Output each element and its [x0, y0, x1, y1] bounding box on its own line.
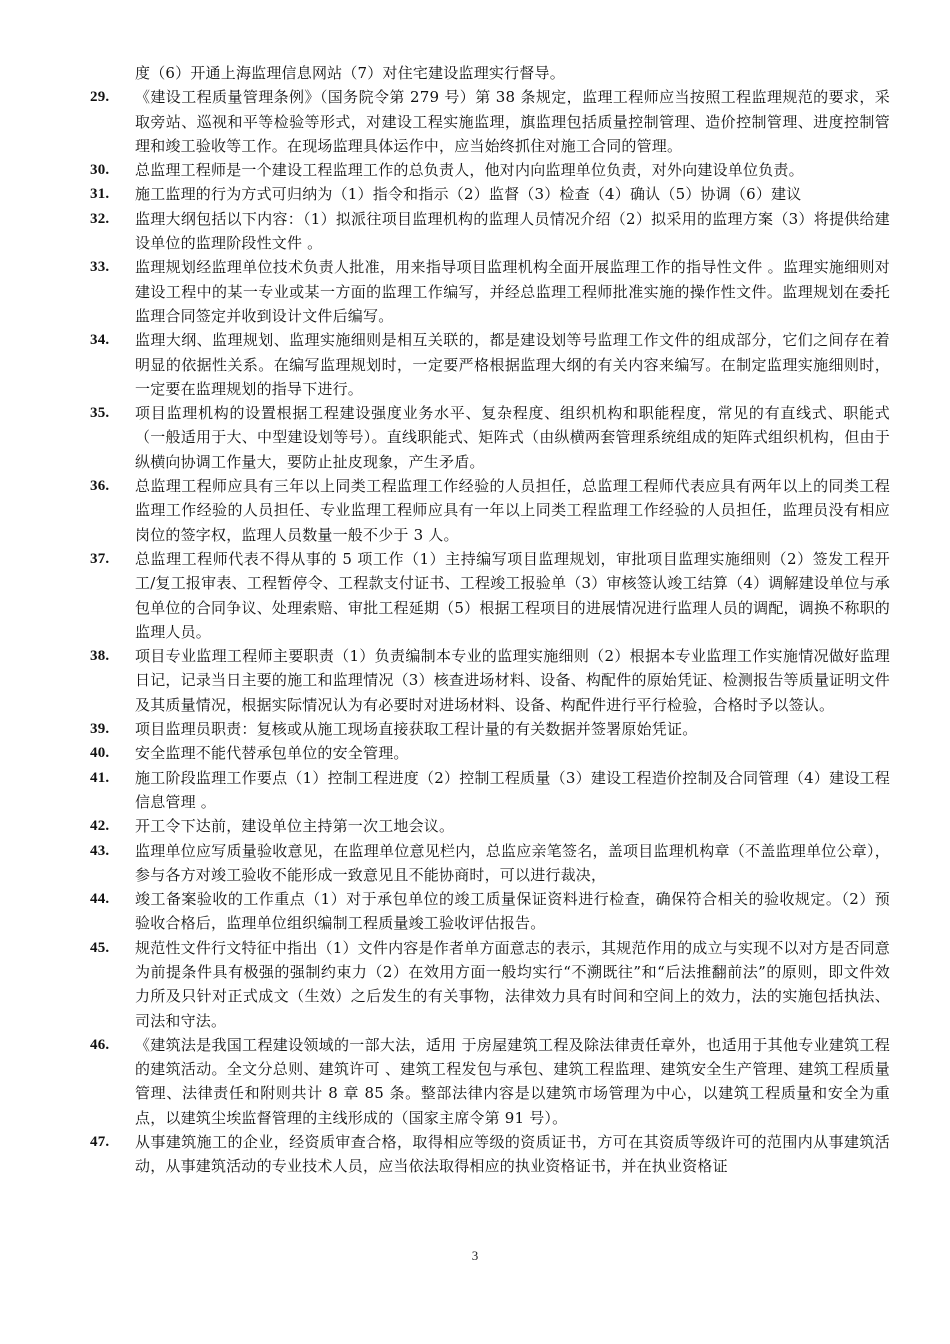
item-number: 37. — [90, 550, 110, 567]
item-text: 施工阶段监理工作要点（1）控制工程进度（2）控制工程质量（3）建设工程造价控制及合同管理（4）建设工程信息管理 。 — [135, 768, 890, 811]
item-text: 《建筑法是我国工程建设领域的一部大法，适用 于房屋建筑工程及除法律责任章外，也适用于其他专业建筑工程的建筑活动。全文分总则、建筑许可 、建筑工程发包与承包、建筑工程监理、建筑安全生产管理、建筑工程质量管理、法律责任和附则共计 8 章 85 条。整部法律内容是以建筑市场管理为中心，以建筑工程质量和安全为重点，以建筑尘埃监督管理的主线形成的（国家主席令第 91 号）。 — [135, 1035, 890, 1127]
list-item — [90, 644, 890, 717]
list-item — [90, 158, 890, 182]
item-number: 35. — [90, 405, 110, 422]
list-item — [90, 839, 890, 888]
list-item — [90, 741, 890, 765]
item-text: 开工令下达前，建设单位主持第一次工地会议。 — [135, 817, 455, 836]
item-text: 《建设工程质量管理条例》（国务院令第 279 号）第 38 条规定，监理工程师应当按照工程监理规范的要求，采取旁站、巡视和平等检验等形式，对建设工程实施监理，旗监理包括质量控制管理、造价控制管理、进度控制管理和竣工验收等工作。在现场监理具体运作中，应当始终抓住对施工合同的管理。 — [135, 88, 890, 155]
item-number: 38. — [90, 648, 110, 665]
list-item — [90, 1033, 890, 1130]
item-number: 39. — [90, 721, 110, 738]
numbered-list — [90, 85, 890, 1178]
item-number: 32. — [90, 210, 110, 227]
item-number: 42. — [90, 818, 110, 835]
item-number: 29. — [90, 89, 110, 106]
list-item — [90, 182, 890, 206]
item-text: 安全监理不能代替承包单位的安全管理。 — [135, 744, 409, 763]
list-item — [90, 814, 890, 838]
item-number: 40. — [90, 745, 110, 762]
item-text: 项目监理机构的设置根据工程建设强度业务水平、复杂程度、组织机构和职能程度，常见的有直线式、职能式（一般适用于大、中型建设划等号）。直线职能式、矩阵式（由纵横两套管理系统组成的矩阵式组织机构，但由于纵横向协调工作量大，要防止扯皮现象，产生矛盾。 — [135, 404, 890, 471]
list-item — [90, 717, 890, 741]
item-number: 33. — [90, 259, 110, 276]
list-item — [90, 887, 890, 936]
item-text: 监理大纲、监理规划、监理实施细则是相互关联的，都是建设划等号监理工作文件的组成部分，它们之间存在着明显的依据性关系。在编写监理规划时，一定要严格根据监理大纲的有关内容来编写。在制定监理实施细则时，一定要在监理规划的指导下进行。 — [135, 331, 890, 398]
list-item — [90, 255, 890, 328]
list-item — [90, 547, 890, 644]
item-number: 45. — [90, 939, 110, 956]
item-number: 34. — [90, 332, 110, 349]
list-item — [90, 207, 890, 256]
item-number: 46. — [90, 1036, 110, 1053]
item-text: 竣工备案验收的工作重点（1）对于承包单位的竣工质量保证资料进行检查，确保符合相关的验收规定。（2）预验收合格后，监理单位组织编制工程质量竣工验收评估报告。 — [135, 890, 890, 933]
item-text: 施工监理的行为方式可归纳为（1）指令和指示（2）监督（3）检查（4）确认（5）协调（6）建议 — [135, 185, 802, 204]
item-number: 43. — [90, 842, 110, 859]
list-item — [90, 1130, 890, 1179]
item-text: 监理大纲包括以下内容：（1）拟派往项目监理机构的监理人员情况介绍（2）拟采用的监理方案（3）将提供给建设单位的监理阶段性文件 。 — [135, 209, 890, 253]
item-text: 监理单位应写质量验收意见，在监理单位意见栏内，总监应亲笔签名，盖项目监理机构章（不盖监理单位公章），参与各方对竣工验收不能形成一致意见且不能协商时，可以进行裁决， — [135, 841, 890, 884]
list-item — [90, 766, 890, 815]
item-number: 36. — [90, 478, 110, 495]
continued-paragraph: 度（6）开通上海监理信息网站（7）对住宅建设监理实行督导。 — [135, 64, 565, 82]
item-number: 47. — [90, 1134, 110, 1151]
item-text: 项目监理员职责：复核或从施工现场直接获取工程计量的有关数据并签署原始凭证。 — [135, 720, 698, 739]
list-item — [90, 474, 890, 547]
item-text: 总监理工程师是一个建设工程监理工作的总负责人，他对内向监理单位负责，对外向建设单位负责。 — [135, 161, 804, 180]
document-body — [90, 61, 890, 1179]
item-text: 总监理工程师应具有三年以上同类工程监理工作经验的人员担任，总监理工程师代表应具有两年以上的同类工程监理工作经验的人员担任、专业监理工程师应具有一年以上同类工程监理工作经验的人员担任，监理员没有相应岗位的签字权，监理人员数量一般不少于 3 人。 — [135, 477, 890, 544]
item-number: 30. — [90, 162, 110, 179]
list-item — [90, 936, 890, 1033]
item-text: 监理规划经监理单位技术负责人批准，用来指导项目监理机构全面开展监理工作的指导性文件 。监理实施细则对建设工程中的某一专业或某一方面的监理工作编写，并经总监理工程师批准实施的操作性文件。监理规划在委托监理合同签定并收到设计文件后编写。 — [135, 258, 890, 325]
page-number: 3 — [471, 1248, 479, 1263]
item-text: 从事建筑施工的企业，经资质审查合格，取得相应等级的资质证书，方可在其资质等级许可的范围内从事建筑活动，从事建筑活动的专业技术人员，应当依法取得相应的执业资格证书，并在执业资格证 — [135, 1133, 890, 1176]
list-item — [90, 328, 890, 401]
item-number: 44. — [90, 891, 110, 908]
item-text: 总监理工程师代表不得从事的 5 项工作（1）主持编写项目监理规划，审批项目监理实施细则（2）签发工程开工/复工报审表、工程暂停令、工程款支付证书、工程竣工报验单（3）审核签认竣工结算（4）调解建设单位与承包单位的合同争议、处理索赔、审批工程延期（5）根据工程项目的进展情况进行监理人员的调配，调换不称职的监理人员。 — [135, 549, 890, 641]
item-text: 规范性文件行文特征中指出（1）文件内容是作者单方面意志的表示，其规范作用的成立与实现不以对方是否同意为前提条件具有极强的强制约束力（2）在效用方面一般均实行“不溯既往”和“后法推翻前法”的原则，即文件效力所及只针对正式成文（生效）之后发生的有关事物，法律效力具有时间和空间上的效力，法的实施包括执法、司法和守法。 — [135, 938, 890, 1030]
item-text: 项目专业监理工程师主要职责（1）负责编制本专业的监理实施细则（2）根据本专业监理工作实施情况做好监理日记，记录当日主要的施工和监理情况（3）核查进场材料、设备、构配件的原始凭证、检测报告等质量证明文件及其质量情况，根据实际情况认为有必要时对进场材料、设备、构配件进行平行检验，合格时予以签认。 — [135, 647, 890, 714]
list-item — [90, 85, 890, 158]
item-number: 41. — [90, 769, 110, 786]
item-number: 31. — [90, 186, 110, 203]
list-item — [90, 401, 890, 474]
